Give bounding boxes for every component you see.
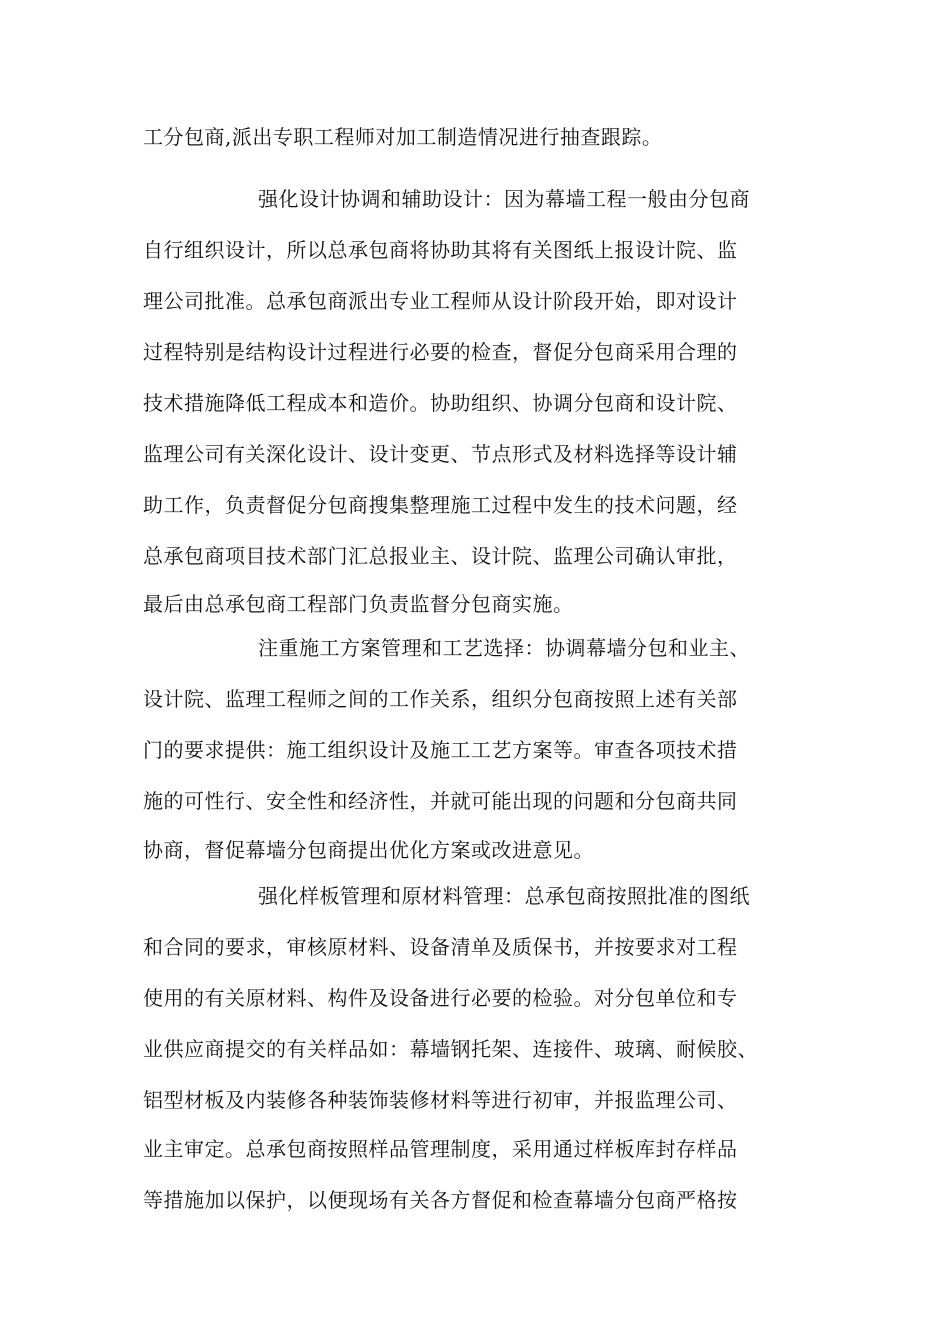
- text-line: 总承包商项目技术部门汇总报业主、设计院、监理公司确认审批，: [143, 544, 738, 568]
- text-line: 工分包商,派出专职工程师对加工制造情况进行抽查跟踪。: [143, 125, 663, 149]
- text-line: 自行组织设计，所以总承包商将协助其将有关图纸上报设计院、监: [143, 238, 738, 262]
- text-line: 使用的有关原材料、构件及设备进行必要的检验。对分包单位和专: [143, 986, 738, 1010]
- text-line: 过程特别是结构设计过程进行必要的检查，督促分包商采用合理的: [143, 340, 738, 364]
- text-line: 理公司批准。总承包商派出专业工程师从设计阶段开始，即对设计: [143, 289, 738, 313]
- text-line: 业主审定。总承包商按照样品管理制度，采用通过样板库封存样品: [143, 1137, 738, 1161]
- text-line: 施的可性行、安全性和经济性，并就可能出现的问题和分包商共同: [143, 789, 738, 813]
- text-line: 设计院、监理工程师之间的工作关系，组织分包商按照上述有关部: [143, 687, 738, 711]
- text-line: 铝型材板及内装修各种装饰装修材料等进行初审，并报监理公司、: [143, 1088, 738, 1112]
- text-line: 等措施加以保护，以便现场有关各方督促和检查幕墙分包商严格按: [143, 1188, 738, 1212]
- text-line: 业供应商提交的有关样品如：幕墙钢托架、连接件、玻璃、耐候胶、: [143, 1037, 758, 1061]
- paragraph-heading-construction-plan: 注重施工方案管理和工艺选择：协调幕墙分包和业主、: [258, 636, 750, 660]
- text-line: 助工作，负责督促分包商搜集整理施工过程中发生的技术问题，经: [143, 493, 738, 517]
- paragraph-heading-sample-management: 强化样板管理和原材料管理：总承包商按照批准的图纸: [258, 884, 750, 908]
- text-line: 门的要求提供：施工组织设计及施工工艺方案等。审查各项技术措: [143, 738, 738, 762]
- text-line: 和合同的要求，审核原材料、设备清单及质保书，并按要求对工程: [143, 935, 738, 959]
- text-line: 协商，督促幕墙分包商提出优化方案或改进意见。: [143, 838, 594, 862]
- paragraph-heading-design-coordination: 强化设计协调和辅助设计：因为幕墙工程一般由分包商: [258, 187, 750, 211]
- text-line: 最后由总承包商工程部门负责监督分包商实施。: [143, 592, 574, 616]
- text-line: 技术措施降低工程成本和造价。协助组织、协调分包商和设计院、: [143, 391, 738, 415]
- text-line: 监理公司有关深化设计、设计变更、节点形式及材料选择等设计辅: [143, 442, 738, 466]
